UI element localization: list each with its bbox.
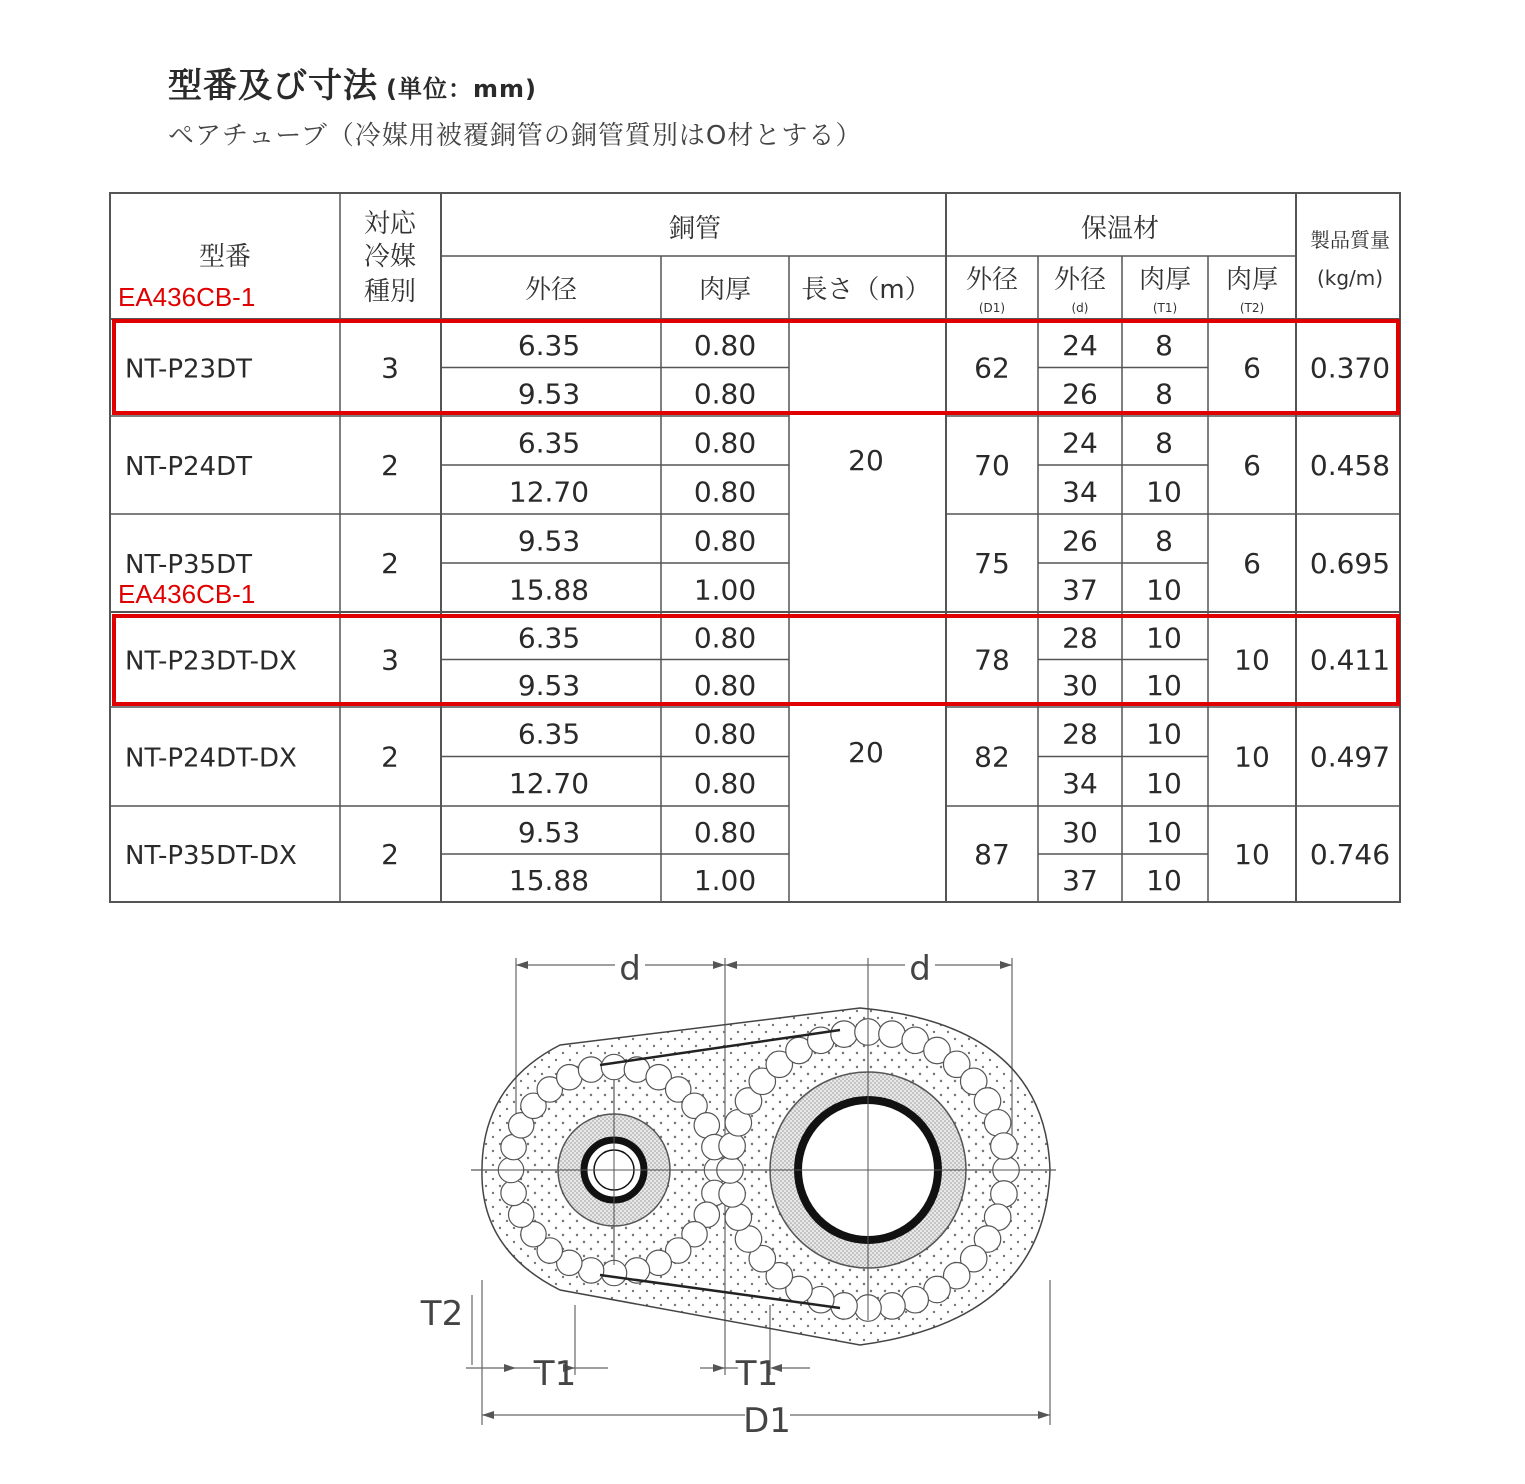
- cu-thick-cell: 0.80: [693, 767, 757, 801]
- ins-t1-cell: 10: [1146, 475, 1182, 509]
- ins-t2-cell: 6: [1243, 351, 1261, 385]
- cu-thick-cell: 1.00: [693, 863, 757, 897]
- ins-t2-cell: 10: [1234, 643, 1270, 677]
- weight-cell: 0.497: [1309, 740, 1391, 774]
- header-ins-od-d-sub: (d): [1071, 301, 1089, 315]
- header-refrig-3: 種別: [363, 277, 417, 307]
- refrig-cell: 2: [381, 547, 399, 580]
- ins-t1-cell: 10: [1146, 717, 1182, 751]
- header-insulation: 保温材: [1080, 214, 1160, 244]
- red-label-1: EA436CB-1: [118, 282, 256, 312]
- ins-d1-cell: 78: [974, 643, 1010, 677]
- header-ins-od-d1-sub: (D1): [978, 301, 1006, 315]
- cu-thick-cell: 0.80: [693, 426, 757, 460]
- header-cu-length: 長さ（m）: [801, 275, 931, 305]
- ins-d-cell: 24: [1062, 329, 1098, 363]
- ins-d-cell: 37: [1062, 863, 1098, 897]
- cu-thick-cell: 0.80: [693, 377, 757, 411]
- ins-d-cell: 24: [1062, 426, 1098, 460]
- dim-t1-right: T1: [735, 1354, 779, 1394]
- header-model: 型番: [198, 242, 252, 272]
- model-cell: NT-P24DT-DX: [125, 743, 297, 774]
- ins-d-cell: 30: [1062, 669, 1098, 703]
- weight-cell: 0.370: [1309, 351, 1391, 385]
- cu-od-cell: 9.53: [517, 524, 581, 558]
- cu-od-cell: 6.35: [517, 426, 581, 460]
- model-cell: NT-P23DT: [125, 354, 252, 385]
- weight-cell: 0.411: [1309, 643, 1391, 677]
- refrig-cell: 2: [381, 740, 399, 774]
- ins-t1-cell: 10: [1146, 767, 1182, 801]
- header-ins-t2-sub: (T2): [1239, 301, 1265, 315]
- length-value-dt: 20: [848, 444, 884, 477]
- header-ins-t2: 肉厚: [1225, 265, 1279, 295]
- cu-od-cell: 6.35: [517, 621, 581, 655]
- header-cu-od: 外径: [524, 275, 578, 305]
- dim-d1: D1: [743, 1401, 791, 1441]
- cu-od-cell: 15.88: [508, 573, 590, 607]
- header-copper: 銅管: [668, 214, 722, 244]
- cu-od-cell: 9.53: [517, 669, 581, 703]
- cu-od-cell: 15.88: [508, 863, 590, 897]
- header-cu-thick: 肉厚: [698, 275, 752, 305]
- ins-d-cell: 26: [1062, 524, 1098, 558]
- ins-d-cell: 28: [1062, 717, 1098, 751]
- ins-t1-cell: 8: [1155, 426, 1173, 460]
- weight-cell: 0.746: [1309, 838, 1391, 871]
- ins-t1-cell: 10: [1146, 573, 1182, 607]
- cu-thick-cell: 0.80: [693, 524, 757, 558]
- cu-od-cell: 6.35: [517, 717, 581, 751]
- header-refrig-1: 対応: [363, 209, 417, 239]
- cu-thick-cell: 0.80: [693, 815, 757, 849]
- red-label-2: EA436CB-1: [118, 579, 256, 609]
- header-ins-t1: 肉厚: [1138, 265, 1192, 295]
- dim-d-right: d: [909, 949, 931, 989]
- ins-t2-cell: 10: [1234, 740, 1270, 774]
- header-ins-od-d1: 外径: [965, 265, 1019, 295]
- ins-t2-cell: 6: [1243, 547, 1261, 580]
- refrig-cell: 2: [381, 838, 399, 871]
- model-cell: NT-P35DT-DX: [125, 841, 297, 871]
- ins-d-cell: 34: [1062, 475, 1098, 509]
- ins-d-cell: 28: [1062, 621, 1098, 655]
- weight-cell: 0.695: [1309, 547, 1391, 580]
- ins-d-cell: 34: [1062, 767, 1098, 801]
- cu-od-cell: 9.53: [517, 377, 581, 411]
- ins-t2-cell: 10: [1234, 838, 1270, 871]
- ins-d-cell: 37: [1062, 573, 1098, 607]
- header-ins-t1-sub: (T1): [1152, 301, 1178, 315]
- cu-thick-cell: 0.80: [693, 329, 757, 363]
- cu-thick-cell: 0.80: [693, 475, 757, 509]
- ins-t2-cell: 6: [1243, 449, 1261, 482]
- header-weight-1: 製品質量: [1310, 228, 1390, 252]
- weight-cell: 0.458: [1309, 449, 1391, 482]
- cu-od-cell: 9.53: [517, 815, 581, 849]
- cross-section-diagram: [420, 949, 1056, 1441]
- model-cell: NT-P35DT: [125, 550, 252, 580]
- cu-thick-cell: 1.00: [693, 573, 757, 607]
- ins-d1-cell: 70: [974, 449, 1010, 482]
- ins-d1-cell: 75: [974, 547, 1010, 580]
- title-text: 型番及び寸法: [168, 66, 378, 106]
- header-weight-2: (kg/m): [1316, 266, 1384, 290]
- cu-thick-cell: 0.80: [693, 717, 757, 751]
- dim-t1-left: T1: [533, 1354, 577, 1394]
- ins-d-cell: 26: [1062, 377, 1098, 411]
- dim-d-left: d: [619, 949, 641, 989]
- title-unit: (単位：mm): [386, 75, 537, 103]
- ins-d1-cell: 87: [974, 838, 1010, 871]
- ins-d-cell: 30: [1062, 815, 1098, 849]
- cu-thick-cell: 0.80: [693, 621, 757, 655]
- ins-t1-cell: 10: [1146, 621, 1182, 655]
- dim-t2: T2: [420, 1294, 464, 1334]
- refrig-cell: 3: [381, 643, 399, 677]
- ins-d1-cell: 62: [974, 351, 1010, 385]
- model-cell: NT-P23DT-DX: [125, 646, 297, 677]
- ins-t1-cell: 10: [1146, 815, 1182, 849]
- ins-t1-cell: 8: [1155, 524, 1173, 558]
- page-subtitle: ペアチューブ（冷媒用被覆銅管の銅管質別はO材とする）: [168, 121, 863, 151]
- table-header: [199, 209, 1390, 315]
- cu-od-cell: 6.35: [517, 329, 581, 363]
- length-value-dx: 20: [848, 736, 884, 769]
- cu-od-cell: 12.70: [508, 767, 590, 801]
- cu-od-cell: 12.70: [508, 475, 590, 509]
- ins-t1-cell: 10: [1146, 669, 1182, 703]
- cu-thick-cell: 0.80: [693, 669, 757, 703]
- ins-t1-cell: 8: [1155, 377, 1173, 411]
- model-cell: NT-P24DT: [125, 452, 252, 482]
- ins-d1-cell: 82: [974, 740, 1010, 774]
- ins-t1-cell: 10: [1146, 863, 1182, 897]
- header-ins-od-d: 外径: [1053, 265, 1107, 295]
- ins-t1-cell: 8: [1155, 329, 1173, 363]
- refrig-cell: 2: [381, 449, 399, 482]
- refrig-cell: 3: [381, 351, 399, 385]
- header-refrig-2: 冷媒: [363, 242, 417, 272]
